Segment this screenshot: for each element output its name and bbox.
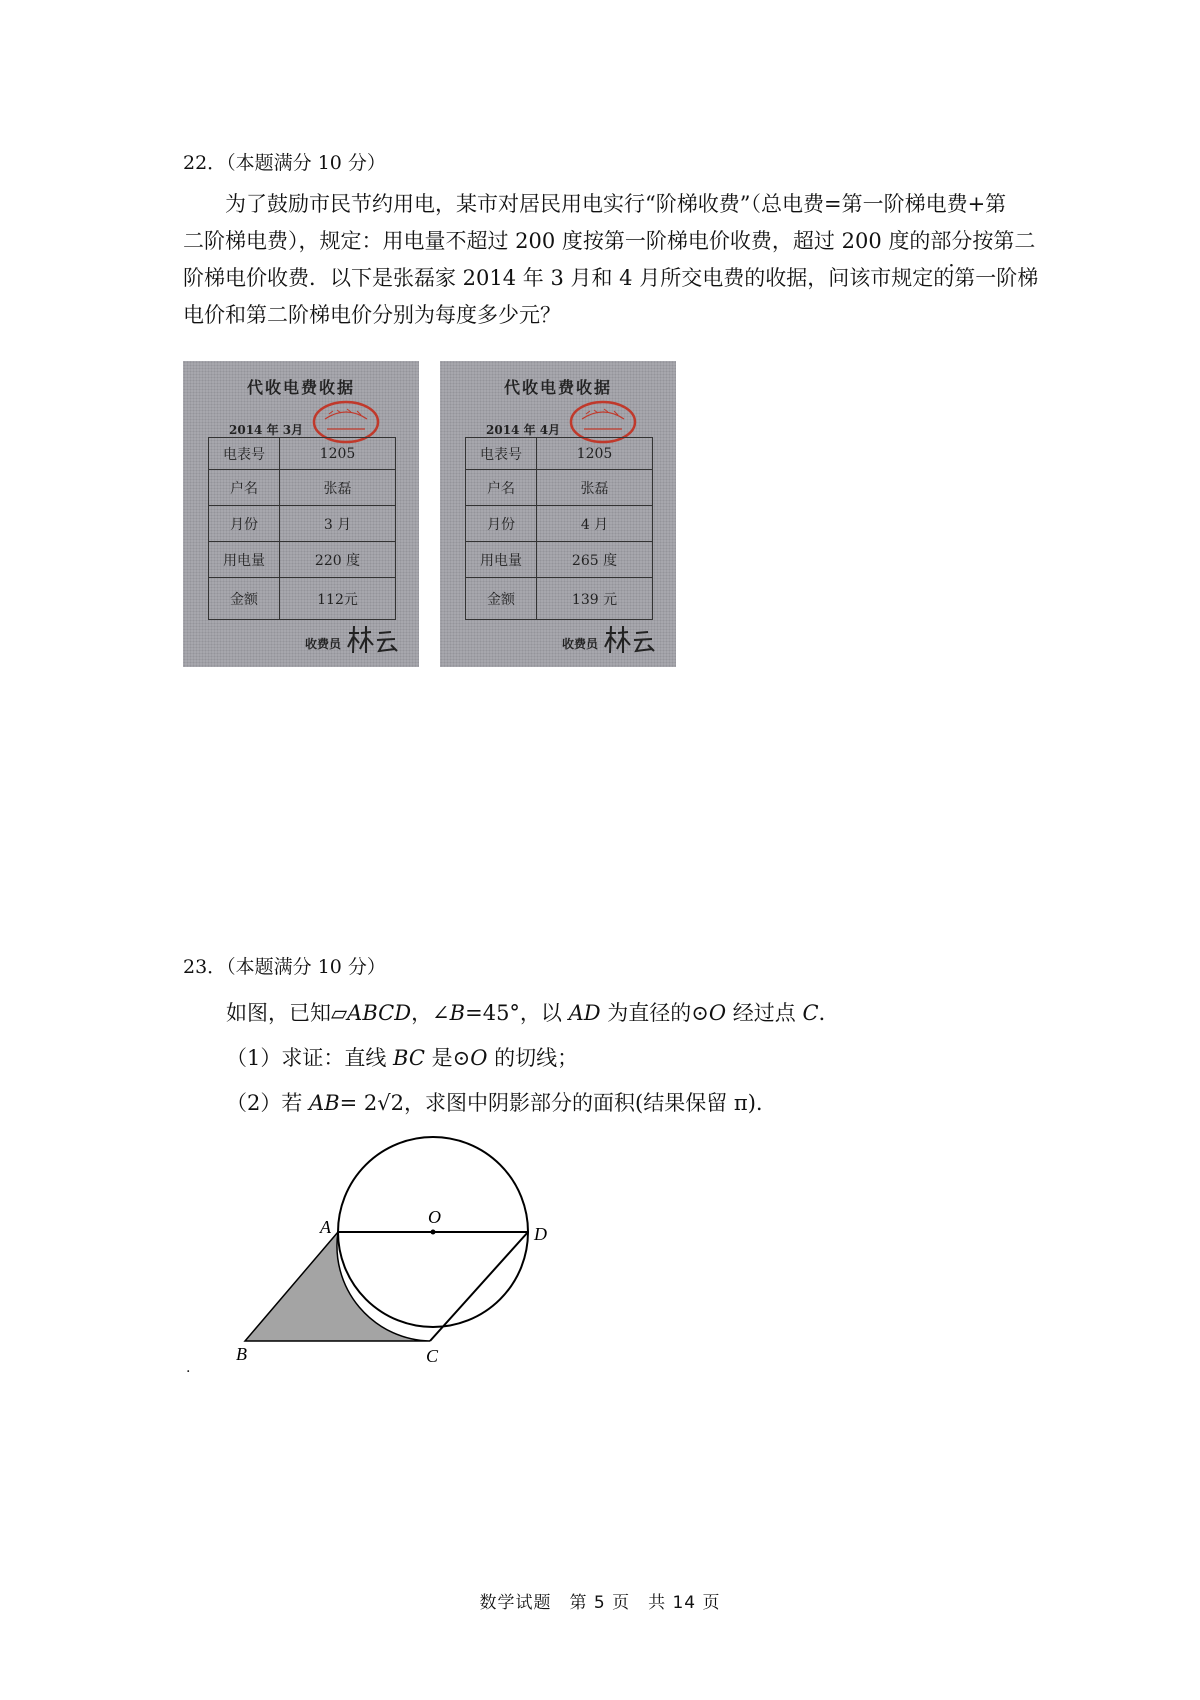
row-label: 月份	[209, 506, 280, 542]
receipt-table	[208, 437, 396, 620]
receipt-title: 代收电费收据	[503, 378, 612, 397]
receipt-april	[440, 361, 676, 667]
shaded-region	[245, 1232, 430, 1341]
receipt-table	[465, 437, 653, 620]
label-o: O	[428, 1207, 441, 1227]
receipt-date: 2014 年 4月	[486, 423, 561, 437]
math-var: AB	[309, 1091, 340, 1115]
row-value: 4 月	[537, 506, 653, 542]
row-value: 张磊	[280, 470, 396, 506]
row-value: 3 月	[280, 506, 396, 542]
stray-mark: .	[186, 1360, 191, 1376]
label-a: A	[320, 1217, 331, 1237]
row-label: 电表号	[209, 438, 280, 470]
q22-line-2-text: 二阶梯电费），规定：用电量不超过 200 度按第一阶梯电价收费，超过 200 度的	[183, 229, 931, 253]
signature-icon	[345, 623, 405, 657]
text: （2）若	[226, 1091, 310, 1115]
q23-part1	[226, 1042, 578, 1072]
q22-title: 22．（本题满分 10 分）	[183, 152, 386, 174]
row-label: 金额	[209, 578, 280, 620]
segment-dc	[430, 1232, 528, 1341]
receipt-march	[183, 361, 419, 667]
text: =45°，以	[465, 1001, 569, 1025]
math-var: ABCD	[347, 1001, 412, 1025]
math-var: BC	[393, 1046, 425, 1070]
sqrt-expr: √2	[377, 1091, 405, 1115]
q22-body	[183, 186, 1039, 334]
label-c: C	[426, 1346, 439, 1366]
receipt-title: 代收电费收据	[246, 378, 355, 397]
text: 经过点	[726, 1001, 803, 1025]
signature-icon	[602, 623, 662, 657]
row-label: 用电量	[466, 542, 537, 578]
q22-line-3: 阶梯电价收费．以下是张磊家 2014 年 3 月和 4 月所交电费的收据，问该市规定的第一阶梯	[183, 266, 1039, 290]
receipt-date: 2014 年 3月	[229, 423, 304, 437]
text: ．	[818, 1001, 840, 1025]
math-var: C	[802, 1001, 819, 1025]
row-value: 220 度	[280, 542, 396, 578]
row-value: 265 度	[537, 542, 653, 578]
collector-label: 收费员	[562, 637, 599, 651]
math-var: B	[449, 1001, 466, 1025]
q22-emphasis-1: 部分	[930, 229, 973, 253]
label-b: B	[236, 1344, 247, 1364]
row-value: 张磊	[537, 470, 653, 506]
text: = 2	[339, 1091, 378, 1115]
q23-intro	[226, 997, 840, 1027]
row-label: 月份	[466, 506, 537, 542]
q22-line-4: 电价和第二阶梯电价分别为每度多少元？	[183, 303, 561, 327]
text: 如图，已知▱	[226, 1001, 348, 1025]
q23-part2	[226, 1087, 763, 1117]
q22-line-1: 为了鼓励市民节约用电，某市对居民用电实行“阶梯收费”（总电费=第一阶梯电费+第	[225, 192, 1007, 216]
row-value: 1205	[280, 438, 396, 470]
text: 为直径的⊙	[600, 1001, 709, 1025]
math-var: O	[470, 1046, 488, 1070]
row-value: 112元	[280, 578, 396, 620]
text: ，∠	[411, 1001, 450, 1025]
label-d: D	[534, 1224, 547, 1244]
geometry-figure	[220, 1120, 580, 1370]
q23-title: 23．（本题满分 10 分）	[183, 956, 386, 978]
text: 是⊙	[424, 1046, 471, 1070]
page-footer: 数学试题 第 5 页 共 14 页	[479, 1593, 721, 1613]
row-value: 139 元	[537, 578, 653, 620]
row-label: 户名	[466, 470, 537, 506]
math-var: AD	[568, 1001, 601, 1025]
row-value: 1205	[537, 438, 653, 470]
text: （1）求证：直线	[226, 1046, 394, 1070]
math-var: O	[708, 1001, 727, 1025]
q22-line-2-tail: 按第二	[972, 229, 1036, 253]
row-label: 电表号	[466, 438, 537, 470]
row-label: 户名	[209, 470, 280, 506]
center-point	[431, 1230, 436, 1235]
collector-label: 收费员	[305, 637, 342, 651]
q22-line-2	[183, 223, 1036, 260]
row-label: 金额	[466, 578, 537, 620]
text: 的切线；	[487, 1046, 579, 1070]
text: ，求图中阴影部分的面积(结果保留 π).	[404, 1091, 763, 1115]
row-label: 用电量	[209, 542, 280, 578]
